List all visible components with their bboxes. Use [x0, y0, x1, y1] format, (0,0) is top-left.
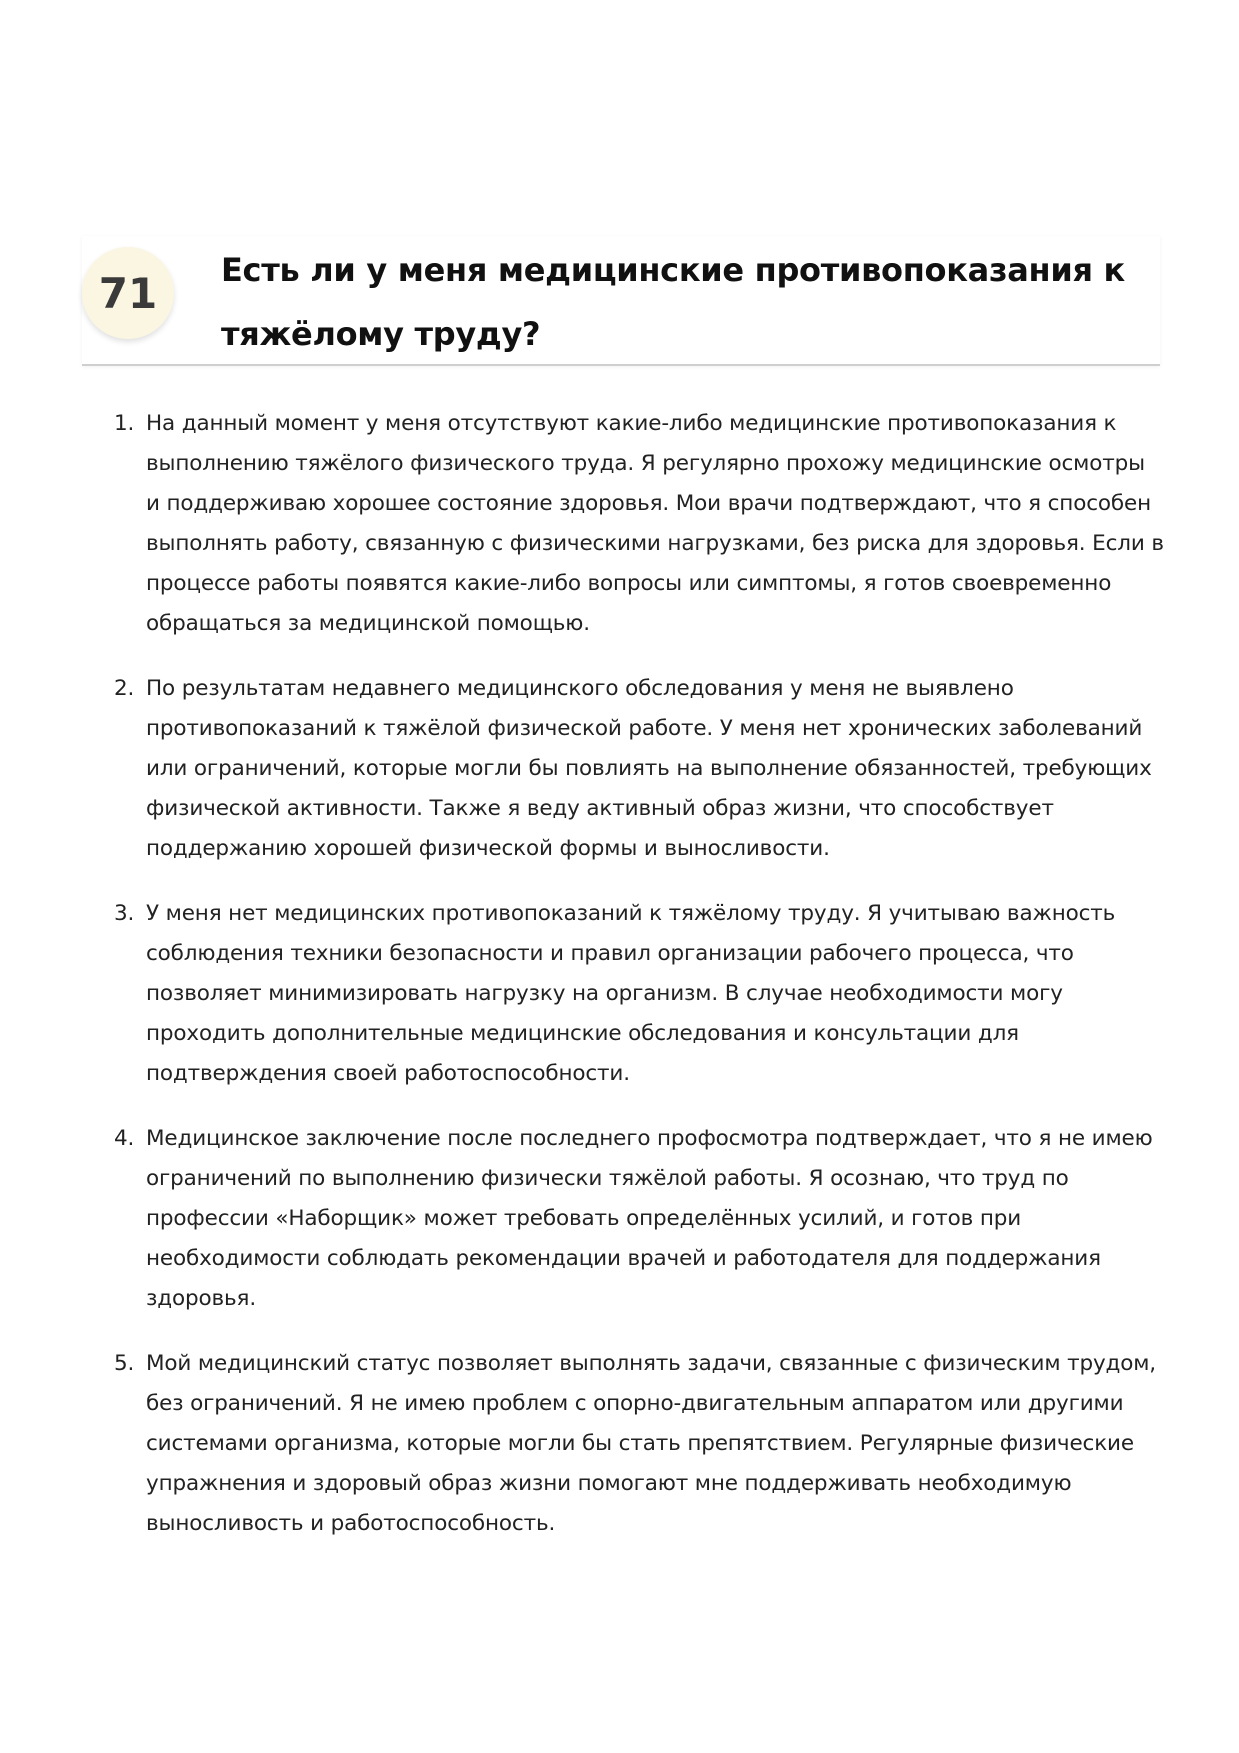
answer-text: Медицинское заключение после последнего профосмотра подтверждает, что я не имею ограничений по выполнению физически тяжёлой работы. Я осознаю, что труд по профессии «Наборщик» может требовать определённых усилий, и готов при необходимости соблюдать рекомендации врачей и работодателя для поддержания здоровья. — [146, 1126, 1153, 1311]
question-title: Есть ли у меня медицинские противопоказания к тяжёлому труду? — [221, 251, 1125, 353]
answer-number: 4. — [114, 1126, 135, 1151]
question-header — [82, 236, 1160, 366]
answer-item — [114, 1119, 1164, 1319]
answer-item — [114, 1344, 1164, 1544]
answer-text: Мой медицинский статус позволяет выполнять задачи, связанные с физическим трудом, без ограничений. Я не имею проблем с опорно-двигательным аппаратом или другими системами организма, которые могли бы стать препятствием. Регулярные физические упражнения и здоровый образ жизни помогают мне поддерживать необходимую выносливость и работоспособность. — [146, 1351, 1156, 1536]
answer-item — [114, 669, 1164, 869]
answer-text: По результатам недавнего медицинского обследования у меня не выявлено противопоказаний к тяжёлой физической работе. У меня нет хронических заболеваний или ограничений, которые могли бы повлиять на выполнение обязанностей, требующих физической активности. Также я веду активный образ жизни, что способствует поддержанию хорошей физической формы и выносливости. — [146, 676, 1152, 861]
answer-text: На данный момент у меня отсутствуют какие-либо медицинские противопоказания к выполнению тяжёлого физического труда. Я регулярно прохожу медицинские осмотры и поддерживаю хорошее состояние здоровья. Мои врачи подтверждают, что я способен выполнять работу, связанную с физическими нагрузками, без риска для здоровья. Если в процессе работы появятся какие-либо вопросы или симптомы, я готов своевременно обращаться за медицинской помощью. — [146, 411, 1164, 636]
answer-number: 3. — [114, 901, 135, 926]
answer-number: 5. — [114, 1351, 135, 1376]
answer-list — [114, 404, 1164, 1569]
answer-number: 2. — [114, 676, 135, 701]
question-number-badge: 71 — [82, 247, 174, 339]
answer-number: 1. — [114, 411, 135, 436]
answer-item — [114, 894, 1164, 1094]
answer-text: У меня нет медицинских противопоказаний к тяжёлому труду. Я учитываю важность соблюдения техники безопасности и правил организации рабочего процесса, что позволяет минимизировать нагрузку на организм. В случае необходимости могу проходить дополнительные медицинские обследования и консультации для подтверждения своей работоспособности. — [146, 901, 1116, 1086]
answer-item — [114, 404, 1164, 644]
